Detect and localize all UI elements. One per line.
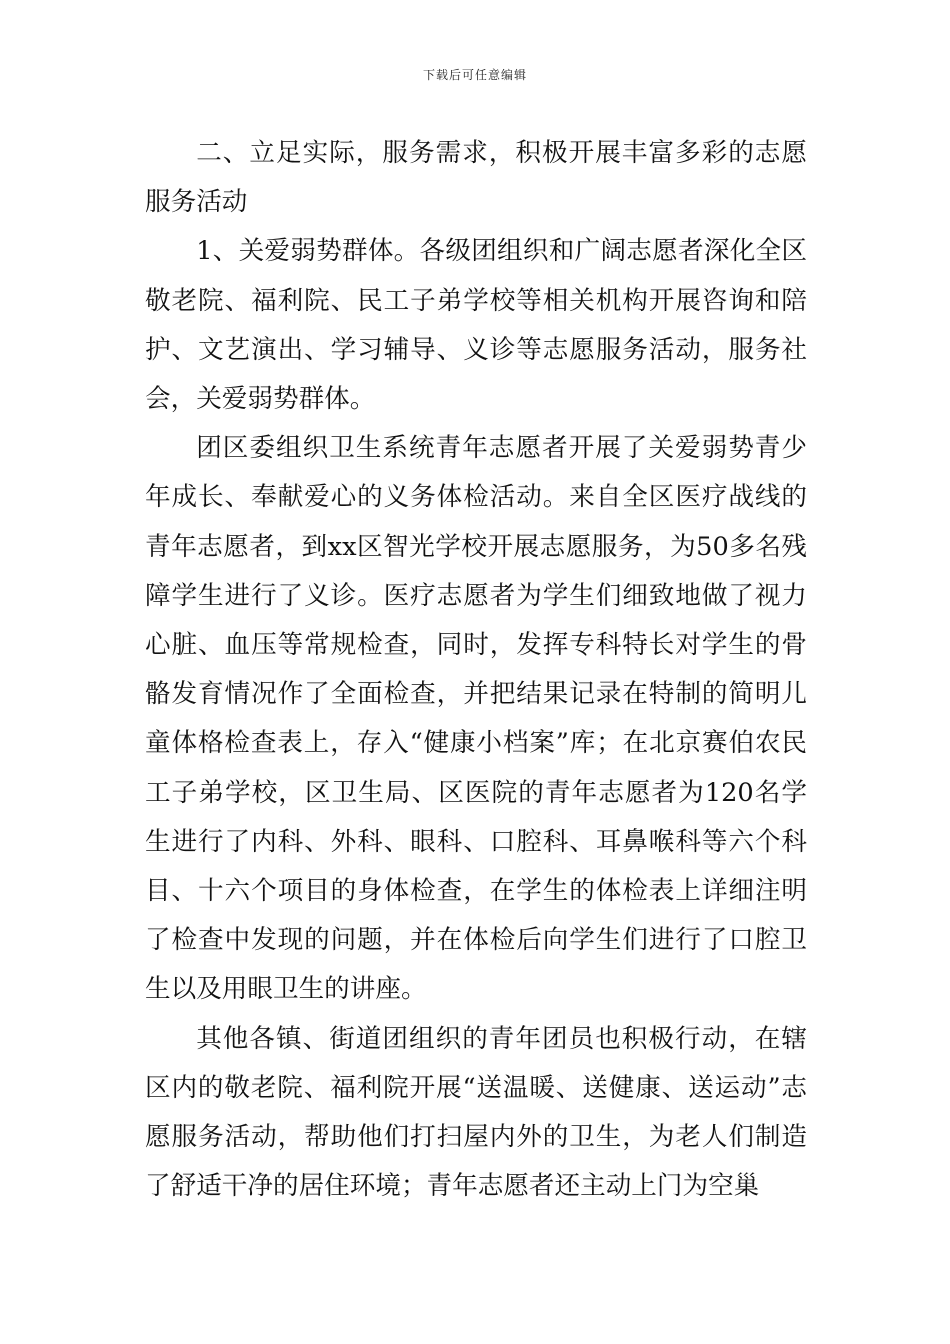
body-paragraph: 团区委组织卫生系统青年志愿者开展了关爱弱势青少年成长、奉献爱心的义务体检活动。来自全区医疗战线的青年志愿者，到xx区智光学校开展志愿服务，为50多名残障学生进行了义诊。医疗志愿者为学生们细致地做了视力心脏、血压等常规检查，同时，发挥专科特长对学生的骨骼发育情况作了全面检查，并把结果记录在特制的简明儿童体格检查表上，存入“健康小档案”库；在北京赛伯农民工子弟学校，区卫生局、区医院的青年志愿者为120名学生进行了内科、外科、眼科、口腔科、耳鼻喉科等六个科目、十六个项目的身体检查，在学生的体检表上详细注明了检查中发现的问题，并在体检后向学生们进行了口腔卫生以及用眼卫生的讲座。: [145, 433, 807, 1005]
body-paragraph: 其他各镇、街道团组织的青年团员也积极行动，在辖区内的敬老院、福利院开展“送温暖、送健康、送运动”志愿服务活动，帮助他们打扫屋内外的卫生，为老人们制造了舒适干净的居住环境；青年志愿者还主动上门为空巢: [145, 1023, 807, 1202]
page-header-note: 下载后可任意编辑: [422, 68, 527, 82]
document-body: [145, 129, 807, 1211]
body-paragraph: 1、关爱弱势群体。各级团组织和广阔志愿者深化全区敬老院、福利院、民工子弟学校等相关机构开展咨询和陪护、文艺演出、学习辅导、义诊等志愿服务活动，服务社会，关爱弱势群体。: [145, 236, 807, 415]
section-heading-paragraph: 二、立足实际，服务需求，积极开展丰富多彩的志愿服务活动: [145, 138, 807, 218]
